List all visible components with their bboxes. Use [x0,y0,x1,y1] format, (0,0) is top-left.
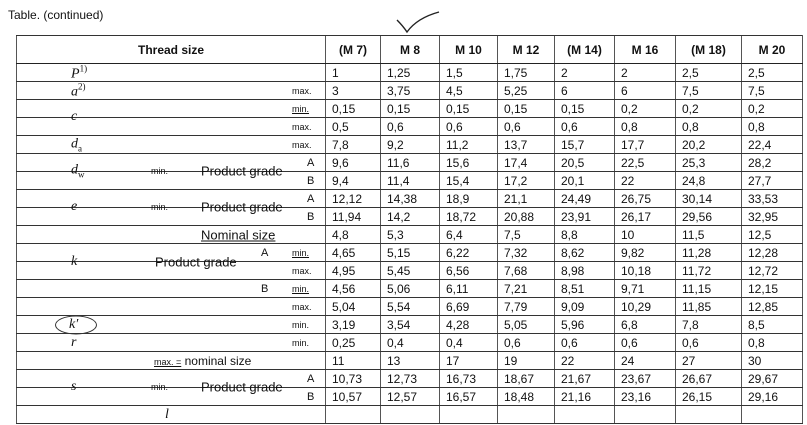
value-cell: 12,57 [381,388,440,406]
value-cell: 22 [615,172,676,190]
limit-label: min. [292,319,310,330]
limit-label: max. [292,265,312,276]
value-cell: 5,15 [381,244,440,262]
row-k-prime [17,316,803,334]
value-cell: 29,67 [742,370,803,388]
size-header: M 10 [440,36,498,64]
product-grade-label: Product grade [201,199,283,215]
value-cell: 12,12 [326,190,381,208]
value-cell: 1,75 [498,64,555,82]
value-cell: 4,65 [326,244,381,262]
value-cell: 7,5 [498,226,555,244]
value-cell: 8,62 [555,244,615,262]
symbol-s: s [71,379,77,394]
value-cell [326,406,381,424]
value-cell: 0,2 [615,100,676,118]
value-cell: 22,5 [615,154,676,172]
value-cell: 11,6 [381,154,440,172]
value-cell: 6 [615,82,676,100]
limit-label: min. [151,202,169,212]
value-cell: 21,16 [555,388,615,406]
row-e-a [17,190,803,208]
value-cell: 9,82 [615,244,676,262]
value-cell: 0,6 [555,334,615,352]
value-cell: 18,9 [440,190,498,208]
value-cell: 17,4 [498,154,555,172]
symbol-dw: $d_w$ [71,162,85,180]
row-c-min [17,100,803,118]
row-r [17,334,803,352]
value-cell: 12,85 [742,298,803,316]
value-cell: 9,4 [326,172,381,190]
value-cell: 7,8 [676,316,742,334]
value-cell: 2,5 [676,64,742,82]
header-row [17,36,803,64]
value-cell [440,406,498,424]
value-cell: 0,4 [440,334,498,352]
value-cell: 20,2 [676,136,742,154]
grade-b-label: B [261,282,269,295]
limit-label: max. [292,121,312,132]
value-cell: 23,67 [615,370,676,388]
value-cell: 19 [498,352,555,370]
value-cell: 10,29 [615,298,676,316]
value-cell: 14,38 [381,190,440,208]
limit-label: min. [292,283,310,294]
size-header: M 12 [498,36,555,64]
value-cell: 7,21 [498,280,555,298]
value-cell: 11,94 [326,208,381,226]
size-header: (M 14) [555,36,615,64]
value-cell: 26,15 [676,388,742,406]
value-cell: 2,5 [742,64,803,82]
value-cell: 0,8 [742,118,803,136]
product-grade-label: Product grade [201,379,283,395]
limit-label: min. [292,103,310,114]
value-cell: 5,3 [381,226,440,244]
value-cell: 2 [615,64,676,82]
grade-a-label: A [261,246,269,259]
value-cell: 0,15 [440,100,498,118]
value-cell: 6,8 [615,316,676,334]
value-cell: 10,57 [326,388,381,406]
value-cell: 15,6 [440,154,498,172]
value-cell: 7,68 [498,262,555,280]
value-cell: 21,67 [555,370,615,388]
value-cell: 24,49 [555,190,615,208]
value-cell: 6,4 [440,226,498,244]
symbol-a: $a^{2)}$ [71,81,86,99]
product-grade-label: Product grade [155,254,237,270]
row-label [17,334,326,352]
symbol-r: r [71,334,77,350]
row-dw-b [17,172,803,190]
row-k-a-min [17,244,803,262]
row-label [17,352,326,370]
symbol-e: e [71,199,78,214]
value-cell: 28,2 [742,154,803,172]
value-cell: 4,95 [326,262,381,280]
row-label [17,280,326,298]
value-cell: 21,1 [498,190,555,208]
value-cell: 5,54 [381,298,440,316]
value-cell: 13 [381,352,440,370]
value-cell: 14,2 [381,208,440,226]
limit-label: min. [151,166,169,176]
row-label [17,64,326,82]
row-label [17,226,326,244]
value-cell: 9,2 [381,136,440,154]
value-cell: 17,7 [615,136,676,154]
value-cell: 0,6 [555,118,615,136]
value-cell: 2 [555,64,615,82]
value-cell: 23,16 [615,388,676,406]
value-cell: 22 [555,352,615,370]
row-dw-a [17,154,803,172]
value-cell: 30,14 [676,190,742,208]
row-a [17,82,803,100]
value-cell: 0,6 [381,118,440,136]
limit-label: max. [292,301,312,312]
value-cell [676,406,742,424]
value-cell: 0,2 [742,100,803,118]
value-cell: 0,6 [676,334,742,352]
row-label [17,370,326,395]
value-cell: 22,4 [742,136,803,154]
value-cell: 10,18 [615,262,676,280]
product-grade-label: Product grade [201,163,283,179]
grade-b-label: B [307,174,315,187]
value-cell: 0,15 [326,100,381,118]
value-cell: 11,85 [676,298,742,316]
row-c-max [17,118,803,136]
nominal-size-label: Nominal size [201,227,276,242]
row-label [17,118,326,136]
value-cell: 12,5 [742,226,803,244]
value-cell: 9,71 [615,280,676,298]
value-cell [742,406,803,424]
value-cell: 25,3 [676,154,742,172]
value-cell: 0,15 [498,100,555,118]
value-cell: 7,8 [326,136,381,154]
value-cell: 24,8 [676,172,742,190]
value-cell: 0,6 [498,334,555,352]
row-s-a [17,370,803,388]
table-caption: Table. (continued) [8,8,104,22]
value-cell: 0,6 [615,334,676,352]
value-cell: 11,4 [381,172,440,190]
value-cell: 12,28 [742,244,803,262]
value-cell: 11,28 [676,244,742,262]
limit-label: max. [292,85,312,96]
value-cell [381,406,440,424]
value-cell: 17 [440,352,498,370]
value-cell [555,406,615,424]
value-cell: 29,16 [742,388,803,406]
limit-label: min. [292,247,310,258]
size-header: M 20 [742,36,803,64]
grade-b-label: B [307,390,315,403]
symbol-l: l [165,406,169,422]
value-cell: 0,4 [381,334,440,352]
value-cell: 8,51 [555,280,615,298]
row-p [17,64,803,82]
value-cell: 0,2 [676,100,742,118]
value-cell: 9,6 [326,154,381,172]
value-cell: 20,1 [555,172,615,190]
row-k-b-min [17,280,803,298]
row-label [17,154,326,180]
value-cell: 11,5 [676,226,742,244]
value-cell: 5,96 [555,316,615,334]
value-cell: 4,8 [326,226,381,244]
row-label [17,190,326,215]
value-cell: 11 [326,352,381,370]
value-cell: 7,5 [676,82,742,100]
value-cell [615,406,676,424]
value-cell: 6,22 [440,244,498,262]
value-cell: 1 [326,64,381,82]
row-label [17,100,326,124]
grade-a-label: A [307,156,315,169]
value-cell: 18,67 [498,370,555,388]
value-cell: 8,98 [555,262,615,280]
value-cell: 18,48 [498,388,555,406]
value-cell: 1,5 [440,64,498,82]
grade-a-label: A [307,192,315,205]
value-cell: 0,6 [440,118,498,136]
row-k-a-max [17,262,803,280]
value-cell: 4,28 [440,316,498,334]
value-cell: 7,5 [742,82,803,100]
row-s-nominal [17,352,803,370]
row-label [17,298,326,316]
row-label [17,406,326,424]
value-cell: 7,79 [498,298,555,316]
value-cell: 17,2 [498,172,555,190]
value-cell: 24 [615,352,676,370]
value-cell: 29,56 [676,208,742,226]
value-cell: 15,7 [555,136,615,154]
value-cell: 15,4 [440,172,498,190]
row-label [17,208,326,226]
value-cell: 30 [742,352,803,370]
size-header: (M 7) [326,36,381,64]
row-da [17,136,803,154]
value-cell: 0,6 [498,118,555,136]
size-header: M 16 [615,36,676,64]
value-cell: 0,8 [615,118,676,136]
row-s-b [17,388,803,406]
value-cell: 12,72 [742,262,803,280]
value-cell: 0,5 [326,118,381,136]
row-label [17,136,326,154]
value-cell: 3 [326,82,381,100]
value-cell: 5,04 [326,298,381,316]
row-k-nominal [17,226,803,244]
symbol-p: $P^{1)}$ [71,63,88,81]
value-cell: 0,15 [555,100,615,118]
symbol-da: $d_a$ [71,136,82,153]
value-cell: 11,2 [440,136,498,154]
size-header: (M 18) [676,36,742,64]
value-cell: 5,06 [381,280,440,298]
value-cell: 23,91 [555,208,615,226]
value-cell: 3,75 [381,82,440,100]
value-cell: 26,67 [676,370,742,388]
thread-size-table [16,35,803,424]
row-label [17,316,326,334]
value-cell: 8,8 [555,226,615,244]
value-cell: 5,25 [498,82,555,100]
value-cell: 5,45 [381,262,440,280]
value-cell: 16,73 [440,370,498,388]
table-body [17,36,803,424]
value-cell: 3,54 [381,316,440,334]
value-cell: 27 [676,352,742,370]
value-cell: 8,5 [742,316,803,334]
value-cell: 7,32 [498,244,555,262]
value-cell: 10,73 [326,370,381,388]
value-cell: 4,5 [440,82,498,100]
value-cell: 6,11 [440,280,498,298]
row-label [17,82,326,100]
value-cell: 12,73 [381,370,440,388]
value-cell: 11,15 [676,280,742,298]
thread-size-header: Thread size [17,36,326,64]
value-cell: 18,72 [440,208,498,226]
value-cell: 6 [555,82,615,100]
value-cell: 0,25 [326,334,381,352]
max-nominal-label: max. = nominal size [154,353,252,368]
value-cell [498,406,555,424]
symbol-k-prime: k′ [69,316,79,332]
symbol-c: c [71,109,78,124]
symbol-k: k [71,254,78,269]
limit-label: min. [151,382,169,392]
limit-label: min. [292,337,310,348]
value-cell: 5,05 [498,316,555,334]
checkmark-icon [395,10,441,36]
value-cell: 0,8 [676,118,742,136]
row-label [17,172,326,190]
value-cell: 1,25 [381,64,440,82]
value-cell: 9,09 [555,298,615,316]
row-e-b [17,208,803,226]
limit-label: max. [292,139,312,150]
grade-b-label: B [307,210,315,223]
row-label [17,388,326,406]
value-cell: 33,53 [742,190,803,208]
value-cell: 3,19 [326,316,381,334]
value-cell: 20,5 [555,154,615,172]
value-cell: 0,15 [381,100,440,118]
value-cell: 11,72 [676,262,742,280]
value-cell: 27,7 [742,172,803,190]
value-cell: 20,88 [498,208,555,226]
size-header: M 8 [381,36,440,64]
value-cell: 32,95 [742,208,803,226]
value-cell: 6,69 [440,298,498,316]
value-cell: 10 [615,226,676,244]
value-cell: 12,15 [742,280,803,298]
value-cell: 13,7 [498,136,555,154]
value-cell: 26,75 [615,190,676,208]
value-cell: 6,56 [440,262,498,280]
value-cell: 4,56 [326,280,381,298]
row-label [17,254,326,280]
row-k-b-max [17,298,803,316]
row-l [17,406,803,424]
value-cell: 0,8 [742,334,803,352]
value-cell: 16,57 [440,388,498,406]
value-cell: 26,17 [615,208,676,226]
grade-a-label: A [307,372,315,385]
